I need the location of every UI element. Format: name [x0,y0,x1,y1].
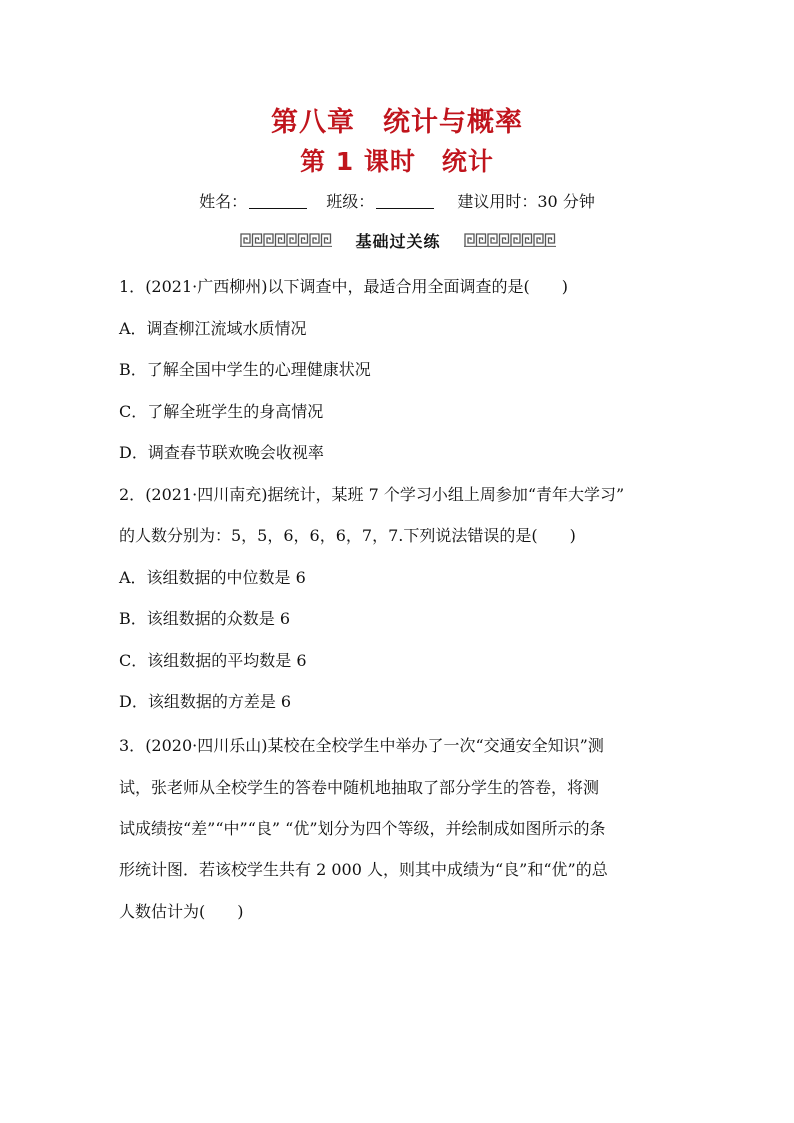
question-text: (2021·广西柳州)以下调查中，最适合用全面调查的是( ) [145,277,568,296]
greek-key-pattern-left [240,233,332,247]
option-1d[interactable]: D．调查春节联欢晚会收视率 [119,443,324,462]
section-title: 基础过关练 [355,232,441,251]
chapter-title: 第八章 统计与概率 [271,107,523,138]
option-2d[interactable]: D．该组数据的方差是 6 [119,692,292,711]
lesson-title: 第 1 课时 统计 [300,147,494,176]
question-number: 2． [119,485,146,504]
question-2-line-2: 的人数分别为：5，5，6，6，6，7，7.下列说法错误的是( ) [119,526,576,545]
greek-key-pattern-right [464,233,556,247]
option-1a[interactable]: A．调查柳江流域水质情况 [119,319,307,338]
student-info-line [0,189,794,212]
question-3-line-3: 试成绩按“差”“中”“良” “优”划分为四个等级，并绘制成如图所示的条 [119,819,606,838]
question-text: (2020·四川乐山)某校在全校学生中举办了一次“交通安全知识”测 [145,736,604,755]
option-2c[interactable]: C．该组数据的平均数是 6 [119,651,307,670]
name-label: 姓名： [199,192,248,211]
option-1c[interactable]: C．了解全班学生的身高情况 [119,402,324,421]
option-2a[interactable]: A．该组数据的中位数是 6 [119,568,306,587]
question-number: 3． [119,736,146,755]
question-2-line-1 [119,482,624,505]
class-label: 班级： [326,192,375,211]
question-3-line-5: 人数估计为( ) [119,902,244,921]
question-text: (2021·四川南充)据统计，某班 7 个学习小组上周参加“青年大学习” [145,485,625,504]
question-3-line-1 [119,733,604,756]
question-3-line-2: 试，张老师从全校学生的答卷中随机地抽取了部分学生的答卷，将测 [119,778,600,797]
question-number: 1． [119,277,146,296]
section-banner [240,228,556,252]
name-blank[interactable] [249,194,307,209]
question-3-line-4: 形统计图．若该校学生共有 2 000 人，则其中成绩为“良”和“优”的总 [119,860,608,879]
option-2b[interactable]: B．该组数据的众数是 6 [119,609,291,628]
class-blank[interactable] [376,194,434,209]
option-1b[interactable]: B．了解全国中学生的心理健康状况 [119,360,371,379]
time-label: 建议用时：30 分钟 [457,192,595,211]
question-1 [119,274,568,297]
